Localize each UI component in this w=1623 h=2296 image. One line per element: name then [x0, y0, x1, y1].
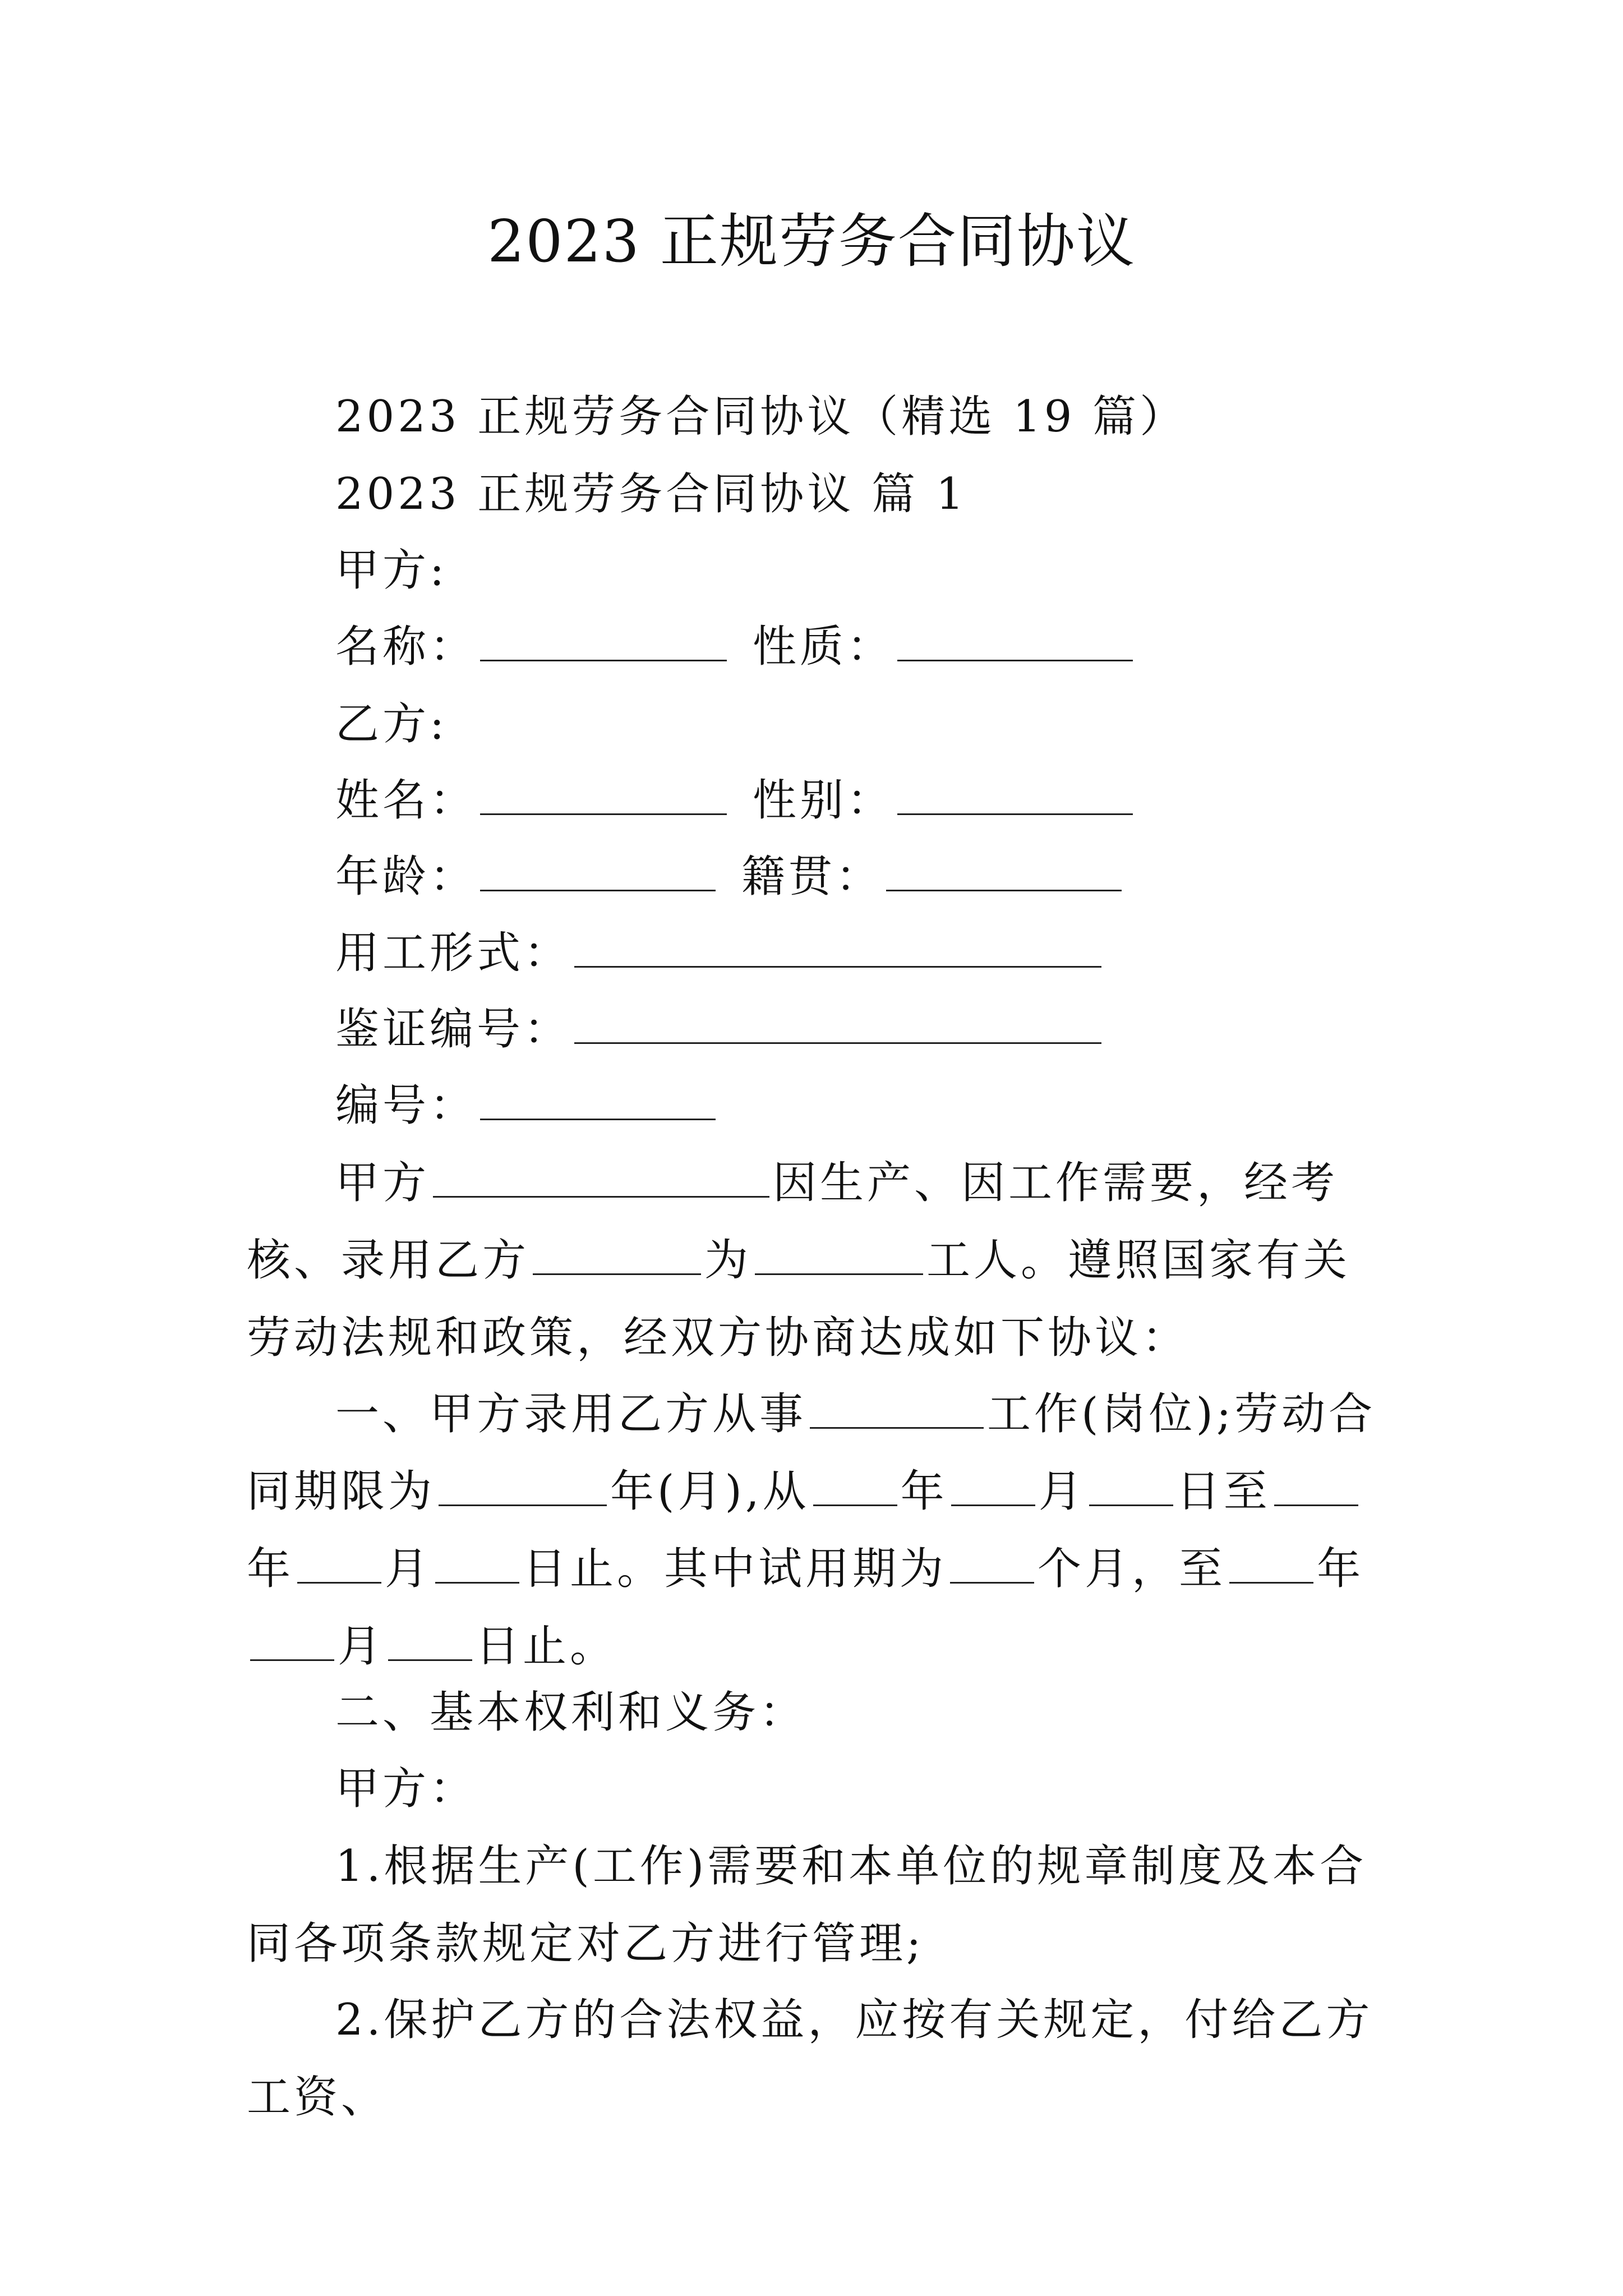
para2-text: 日止。: [476, 1621, 617, 1672]
document-title: 2023 正规劳务合同协议: [487, 207, 1136, 275]
section2-heading: 二、基本权利和义务：: [335, 1687, 807, 1738]
employment-form-label: 用工形式：: [335, 928, 571, 978]
term-blank[interactable]: [439, 1465, 607, 1506]
section-heading: 2023 正规劳务合同协议 篇 1: [335, 469, 967, 519]
age-label: 年龄：: [335, 852, 477, 902]
start-month-blank[interactable]: [951, 1465, 1035, 1506]
party-a-label-2: 甲方：: [335, 1764, 477, 1814]
native-label: 籍贯：: [741, 852, 883, 902]
end-month-blank[interactable]: [297, 1543, 381, 1584]
para1-text: 因生产、因工作需要，经考核、录用乙方: [247, 1158, 1339, 1286]
para1-text: 为: [704, 1235, 752, 1286]
number-blank[interactable]: [480, 1079, 716, 1120]
employment-form-blank[interactable]: [574, 927, 1101, 968]
certification-no-label: 鉴证编号：: [335, 1004, 571, 1055]
document-subtitle: 2023 正规劳务合同协议（精选 19 篇）: [335, 392, 1187, 442]
para2-text: 日止。其中试用期为: [523, 1544, 947, 1594]
para2-text: 年: [1317, 1544, 1364, 1594]
para2-text: 日至: [1176, 1466, 1271, 1517]
probation-year-blank[interactable]: [1229, 1543, 1313, 1584]
probation-day-blank[interactable]: [388, 1620, 472, 1661]
person-name-gender-row: [335, 770, 1136, 831]
gender-label: 性别：: [753, 775, 895, 826]
para2-text: 工作(岗位);劳动合同期限为: [247, 1389, 1376, 1517]
party-b-blank[interactable]: [533, 1234, 701, 1275]
employment-form-row: [335, 922, 1105, 984]
number-row: [335, 1075, 719, 1137]
para2-text: 年: [247, 1544, 294, 1594]
para1-text: 工人。遵照国家有关劳动法规和政策，经双方协商达成如下协议：: [247, 1235, 1351, 1363]
para2-text: 年(月),从: [610, 1466, 810, 1517]
name-blank[interactable]: [480, 620, 727, 661]
end-day-blank[interactable]: [435, 1543, 519, 1584]
probation-month-blank[interactable]: [250, 1620, 334, 1661]
para2-text: 月: [1038, 1466, 1086, 1517]
para2-text: 一、甲方录用乙方从事: [335, 1389, 807, 1439]
gender-blank[interactable]: [897, 774, 1133, 815]
item-1: 1.根据生产(工作)需要和本单位的规章制度及本合同各项条款规定对乙方进行管理;: [247, 1841, 1367, 1969]
para2-text: 月: [338, 1621, 385, 1672]
certification-no-blank[interactable]: [574, 1003, 1101, 1044]
paragraph-term: [247, 1375, 1396, 1685]
age-blank[interactable]: [480, 850, 716, 891]
nature-label: 性质：: [753, 622, 895, 672]
party-b-label: 乙方:: [335, 699, 448, 749]
worker-type-blank[interactable]: [755, 1234, 923, 1275]
nature-blank[interactable]: [897, 620, 1133, 661]
name-nature-row: [335, 616, 1136, 678]
name-label: 名称：: [335, 622, 477, 672]
start-year-blank[interactable]: [813, 1465, 897, 1506]
native-blank[interactable]: [886, 850, 1122, 891]
age-native-row: [335, 846, 1125, 908]
para2-text: 月: [385, 1544, 432, 1594]
start-day-blank[interactable]: [1089, 1465, 1173, 1506]
person-name-label: 姓名：: [335, 775, 477, 826]
para1-text: 甲方: [335, 1158, 430, 1208]
number-label: 编号：: [335, 1080, 477, 1131]
end-year-blank[interactable]: [1274, 1465, 1358, 1506]
person-name-blank[interactable]: [480, 774, 727, 815]
paragraph-employment: [247, 1144, 1396, 1377]
party-a-blank[interactable]: [433, 1157, 769, 1198]
job-blank[interactable]: [810, 1388, 984, 1429]
certification-no-row: [335, 999, 1105, 1060]
para2-text: 个月，至: [1038, 1544, 1227, 1594]
para2-text: 年: [900, 1466, 948, 1517]
item-2: 2.保护乙方的合法权益，应按有关规定，付给乙方工资、: [247, 1995, 1373, 2123]
party-a-label: 甲方:: [335, 545, 448, 596]
probation-months-blank[interactable]: [950, 1543, 1034, 1584]
